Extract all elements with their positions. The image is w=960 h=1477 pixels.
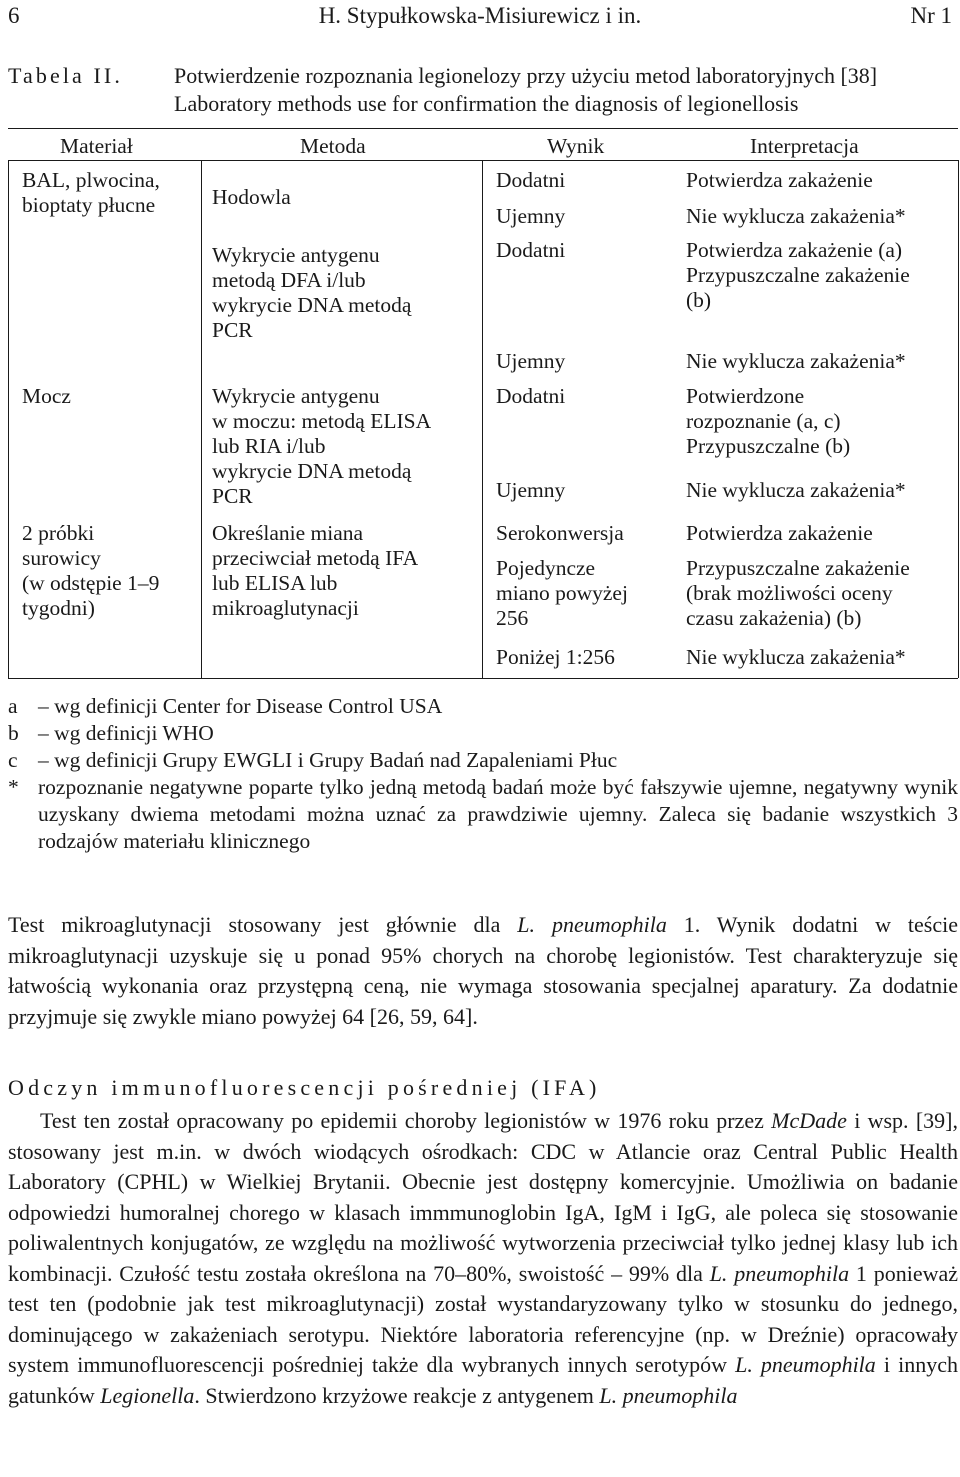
footnote-mark: * [8,775,19,799]
table-right-border [958,160,959,678]
table-top-rule [8,128,958,129]
interpretation-cell: Nie wyklucza zakażenia* [686,349,906,373]
column-divider-method [201,160,202,678]
table-header-rule [8,160,958,161]
column-header-result: Wynik [547,134,605,158]
footnote-text: – wg definicji Grupy EWGLI i Grupy Badań nad Zapaleniami Płuc [38,748,618,772]
interpretation-cell: Potwierdza zakażenie [686,168,873,192]
result-cell: Poniżej 1:256 [496,645,615,669]
interpretation-cell: Potwierdzone rozpoznanie (a, c) Przypuszczalne (b) [686,384,851,458]
material-cell: Mocz [22,384,71,408]
interpretation-cell: Przypuszczalne zakażenie (brak możliwości oceny czasu zakażenia) (b) [686,556,910,630]
table-left-border [8,160,9,678]
interpretation-cell: Potwierdza zakażenie [686,521,873,545]
result-cell: Ujemny [496,478,566,502]
column-header-interpretation: Interpretacja [750,134,859,158]
method-cell: Hodowla [212,185,291,209]
section-heading: Odczyn immunofluorescencji pośredniej (IFA) [8,1075,601,1100]
material-cell: BAL, plwocina, bioptaty płucne [22,168,160,217]
body-paragraph: Test mikroaglutynacji stosowany jest głównie dla L. pneumophila 1. Wynik dodatni w teście mikroaglutynacji uzyskuje się u ponad 95% chorych na chorobę legionistów. Test charakteryzuje się łatwością wykonania oraz przystępną ceną, nie wymaga stosowania specjalnej aparatury. Za dodatnie przyjmuje się zwykle miano powyżej 64 [26, 59, 64]. [8,912,958,1029]
result-cell: Ujemny [496,349,566,373]
interpretation-cell: Nie wyklucza zakażenia* [686,478,906,502]
footnote-mark: b [8,721,19,745]
method-cell: Określanie miana przeciwciał metodą IFA lub ELISA lub mikroaglutynacji [212,521,419,620]
footnote-text: – wg definicji WHO [38,721,214,745]
result-cell: Dodatni [496,168,566,192]
footnote-text: rozpoznanie negatywne poparte tylko jedną metodą badań może być fałszywie ujemne, negatywny wynik uzyskany dwiema metodami można uznać za prawdziwie ujemny. Zaleca się badanie wszystkich 3 rodzajów materiału klinicznego [38,775,958,853]
issue-number: Nr 1 [910,3,952,28]
result-cell: Pojedyncze miano powyżej 256 [496,556,628,630]
column-header-method: Metoda [300,134,366,158]
footnote-mark: c [8,748,18,772]
interpretation-cell: Potwierdza zakażenie (a) Przypuszczalne zakażenie (b) [686,238,910,312]
footnote-text: – wg definicji Center for Disease Control USA [38,694,443,718]
running-title: H. Stypułkowska-Misiurewicz i in. [318,3,642,28]
result-cell: Dodatni [496,238,566,262]
method-cell: Wykrycie antygenu metodą DFA i/lub wykrycie DNA metodą PCR [212,243,412,342]
interpretation-cell: Nie wyklucza zakażenia* [686,645,906,669]
result-cell: Ujemny [496,204,566,228]
column-header-material: Materiał [60,134,133,158]
column-divider-result [482,160,483,678]
caption-polish: Potwierdzenie rozpoznania legionelozy przy użyciu metod laboratoryjnych [38] [174,63,878,88]
interpretation-cell: Nie wyklucza zakażenia* [686,204,906,228]
result-cell: Serokonwersja [496,521,624,545]
footnote-mark: a [8,694,18,718]
result-cell: Dodatni [496,384,566,408]
body-paragraph: Test ten został opracowany po epidemii choroby legionistów w 1976 roku przez McDade i wsp. [39], stosowany jest m.in. w dwóch wiodących ośrodkach: CDC w Atlancie oraz Central Public Health Laboratory (CPHL) w Wielkiej Brytanii. Obecnie jest dostępny komercyjnie. Umożliwia on badanie odpowiedzi humoralnej chorego w klasach immmunoglobin IgA, IgM i IgG, ale poleca się stosowanie poliwalentnych konjugatów, ze względu na możliwość wytworzenia przeciwciał tylko jednej klasy lub ich kombinacji. Czułość testu została określona na 70–80%, swoistość – 99% dla L. pneumophila 1 ponieważ test ten (podobnie jak test mikroaglutynacji) został wystandaryzowany tylko w stosunku do jednego, dominującego w zakażeniach serotypu. Niektóre laboratoria referencyjne (np. w Dreźnie) opracowały system immunofluorescencji pośredniej także dla wybranych innych serotypów L. pneumophila i innych gatunków Legionella. Stwierdzono krzyżowe reakcje z antygenem L. pneumophila [8,1108,959,1408]
table-label: Tabela II. [8,63,123,88]
page-number: 6 [8,3,20,28]
method-cell: Wykrycie antygenu w moczu: metodą ELISA lub RIA i/lub wykrycie DNA metodą PCR [212,384,432,508]
caption-english: Laboratory methods use for confirmation the diagnosis of legionellosis [174,91,799,116]
material-cell: 2 próbki surowicy (w odstępie 1–9 tygodni) [22,521,160,620]
table-bottom-rule [8,678,958,679]
